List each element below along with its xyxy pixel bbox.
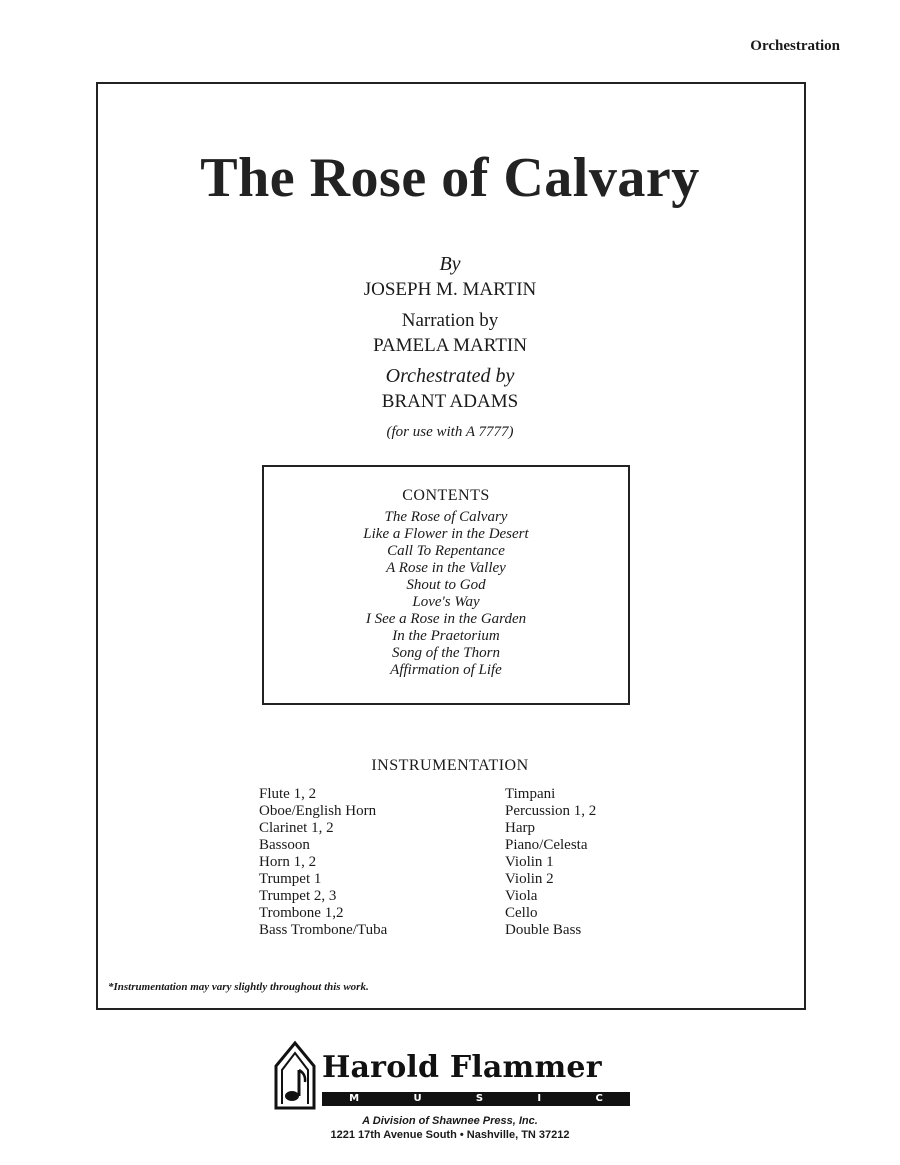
by-label: By — [439, 253, 461, 275]
instrumentation-heading: INSTRUMENTATION — [371, 757, 529, 774]
contents-list — [264, 509, 628, 679]
contents-item: Love's Way — [412, 594, 480, 610]
credits-block — [0, 252, 900, 445]
narration-label: Narration by — [401, 310, 499, 331]
publisher-division: A Division of Shawnee Press, Inc. — [362, 1115, 538, 1127]
contents-item: Call To Repentance — [387, 543, 505, 559]
contents-box — [262, 465, 630, 705]
music-letter: I — [537, 1093, 542, 1104]
instrument-item: Double Bass — [505, 922, 582, 938]
orchestrated-label: Orchestrated by — [385, 365, 515, 387]
narrator-name: PAMELA MARTIN — [373, 335, 527, 356]
instrument-item: Horn 1, 2 — [259, 854, 317, 870]
orchestrator-name: BRANT ADAMS — [381, 391, 519, 412]
instrument-item: Oboe/English Horn — [259, 803, 377, 819]
contents-item: Song of the Thorn — [392, 645, 500, 661]
composer-name: JOSEPH M. MARTIN — [363, 279, 537, 300]
instrumentation-footnote: *Instrumentation may vary slightly throughout this work. — [108, 981, 369, 993]
publisher-address: 1221 17th Avenue South • Nashville, TN 37212 — [330, 1129, 570, 1141]
contents-item: Affirmation of Life — [390, 662, 502, 678]
instrument-item: Harp — [505, 820, 535, 836]
instrument-item: Percussion 1, 2 — [505, 803, 597, 819]
music-letter: M — [349, 1093, 360, 1104]
music-letter: U — [413, 1093, 422, 1104]
contents-item: Like a Flower in the Desert — [363, 526, 529, 542]
publisher-logo — [272, 1040, 632, 1112]
work-title: The Rose of Calvary — [200, 147, 700, 209]
instrument-item: Cello — [505, 905, 538, 921]
music-letter: C — [595, 1093, 603, 1104]
instrument-list-left — [259, 786, 387, 939]
section-label: Orchestration — [750, 38, 840, 54]
instrument-list-right — [505, 786, 596, 939]
instrument-item: Trumpet 1 — [259, 871, 322, 887]
contents-item: The Rose of Calvary — [384, 509, 508, 525]
instrument-item: Trombone 1,2 — [259, 905, 344, 921]
contents-item: Shout to God — [406, 577, 486, 593]
instrument-item: Clarinet 1, 2 — [259, 820, 334, 836]
publisher-info — [0, 1114, 900, 1142]
publisher-brand: Harold Flammer — [322, 1050, 602, 1085]
contents-item: A Rose in the Valley — [386, 560, 506, 576]
instrument-item: Violin 2 — [505, 871, 554, 887]
instrument-item: Trumpet 2, 3 — [259, 888, 337, 904]
church-note-icon — [272, 1040, 318, 1110]
instrument-item: Piano/Celesta — [505, 837, 588, 853]
music-letter: S — [475, 1093, 484, 1104]
contents-item: I See a Rose in the Garden — [365, 611, 527, 627]
contents-item: In the Praetorium — [392, 628, 500, 644]
use-note: (for use with A 7777) — [386, 424, 514, 440]
instrument-item: Violin 1 — [505, 854, 554, 870]
instrument-item: Viola — [505, 888, 538, 904]
instrument-item: Bassoon — [259, 837, 310, 853]
instrument-item: Timpani — [505, 786, 556, 802]
instrument-item: Flute 1, 2 — [259, 786, 317, 802]
instrument-item: Bass Trombone/Tuba — [259, 922, 388, 938]
contents-heading: CONTENTS — [402, 487, 490, 504]
music-banner — [322, 1092, 630, 1106]
